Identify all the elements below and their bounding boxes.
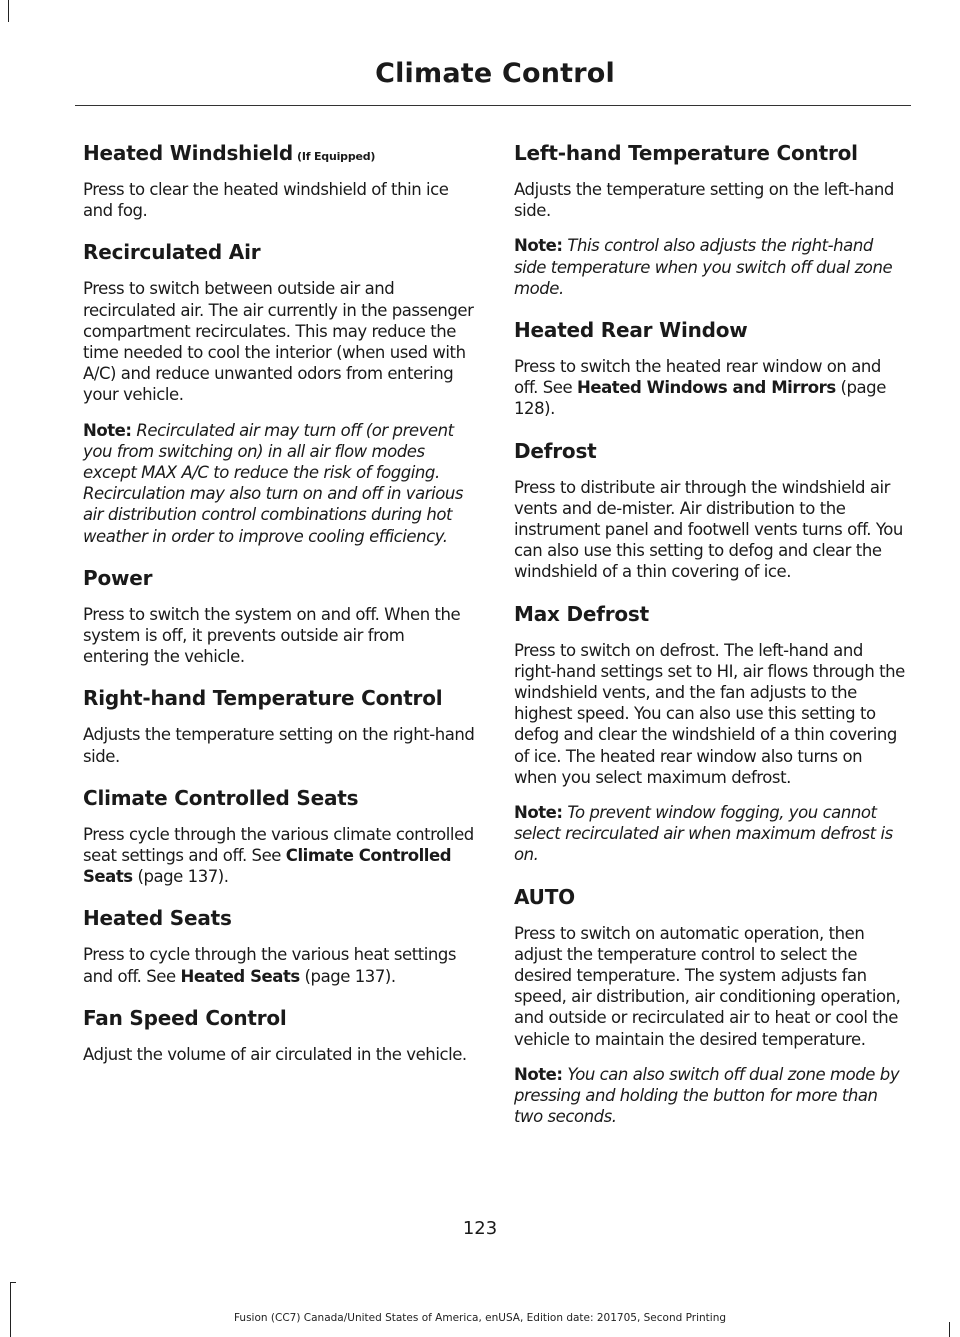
body-heated-rear-window [514, 356, 906, 420]
note-text: You can also switch off dual zone mode by pressing and holding the button for more than two seconds. [514, 1064, 900, 1127]
right-column [514, 140, 906, 1142]
xref-heated-seats[interactable]: Heated Seats [180, 966, 300, 986]
body-recirculated-air: Press to switch between outside air and recirculated air. The air currently in the passenger compartment recirculates. This may reduce the time needed to cool the interior (when used with A/C) and reduce unwanted odors from entering your vehicle. [83, 279, 474, 405]
note-text: Recirculated air may turn off (or prevent you from switching on) in all air flow modes except MAX A/C to reduce the risk of fogging. Recirculation may also turn on and off in various air distribution control combinations during hot weather in order to improve cooling efficiency. [83, 420, 464, 546]
heading-power: Power [83, 565, 153, 590]
section-defrost [514, 438, 906, 583]
body-defrost: Press to distribute air through the windshield air vents and de-mister. Air distribution to the instrument panel and footwell vents turns off. You can also use this setting to defog and clear the windshield of a thin covering of ice. [514, 477, 903, 582]
heading-text: Heated Windshield [83, 141, 294, 165]
section-heated-windshield [83, 140, 475, 221]
heading-defrost: Defrost [514, 438, 597, 463]
crop-mark-bottom-right [949, 1322, 950, 1337]
body-climate-seats [83, 824, 475, 888]
body-auto: Press to switch on automatic operation, then adjust the temperature control to select the desired temperature. The system adjusts fan speed, air distribution, air conditioning operation, and outside or recirculated air to heat or cool the vehicle to maintain the desired temperature. [514, 923, 901, 1049]
heading-heated-seats: Heated Seats [83, 906, 232, 931]
note-label: Note: [514, 236, 563, 256]
heading-climate-seats: Climate Controlled Seats [83, 785, 359, 810]
heading-heated-rear-window: Heated Rear Window [514, 318, 748, 343]
header-rule [75, 105, 911, 106]
section-auto [514, 884, 906, 1128]
xref-heated-windows-mirrors[interactable]: Heated Windows and Mirrors [576, 378, 836, 398]
note-label: Note: [514, 803, 563, 823]
xref-climate-seats[interactable]: Climate Controlled Seats [83, 846, 452, 887]
section-fan-speed [83, 1005, 475, 1065]
page-number: 123 [462, 1218, 498, 1239]
section-heated-seats [83, 905, 475, 986]
section-climate-seats [83, 785, 475, 888]
left-column [83, 140, 475, 1079]
heading-heated-windshield [83, 140, 475, 166]
body-text: Press cycle through the various climate controlled seat settings and off. See [83, 824, 474, 866]
heading-recirculated-air: Recirculated Air [83, 240, 261, 265]
page-header-title: Climate Control [375, 58, 615, 89]
heading-auto: AUTO [514, 884, 575, 909]
section-max-defrost [514, 601, 906, 866]
note-label: Note: [83, 420, 132, 440]
heading-right-temp: Right-hand Temperature Control [83, 686, 443, 711]
heading-left-temp: Left-hand Temperature Control [514, 141, 858, 165]
note-max-defrost [514, 802, 906, 866]
page-ref: (page 128). [514, 378, 886, 419]
heading-max-defrost: Max Defrost [514, 601, 649, 626]
section-recirculated-air [83, 239, 475, 546]
body-text: Press to switch the heated rear window on and off. See [514, 357, 881, 398]
body-text: Press to cycle through the various heat settings and off. See [83, 945, 457, 986]
section-left-temp [514, 140, 906, 299]
body-right-temp: Adjusts the temperature setting on the right-hand side. [83, 725, 475, 766]
body-fan-speed: Adjust the volume of air circulated in the vehicle. [83, 1044, 467, 1064]
note-text: To prevent window fogging, you cannot select recirculated air when maximum defrost is on. [514, 803, 893, 865]
crop-mark-bottom-left [10, 1282, 11, 1337]
section-power [83, 565, 475, 668]
heading-qualifier: (If Equipped) [297, 150, 376, 163]
footer-edition: Fusion (CC7) Canada/United States of America, enUSA, Edition date: 201705, Second Printing [233, 1312, 727, 1324]
note-auto [514, 1064, 906, 1128]
note-text: This control also adjusts the right-hand side temperature when you switch off dual zone mode. [514, 236, 893, 298]
crop-mark-bottom-left-h [10, 1282, 16, 1283]
note-left-temp [514, 235, 906, 299]
body-max-defrost: Press to switch on defrost. The left-hand and right-hand settings set to HI, air flows through the windshield vents, and the fan adjusts to the highest speed. You can also use this setting to defog and clear the windshield of a thin covering of ice. The heated rear window also turns on when you select maximum defrost. [514, 640, 905, 787]
body-left-temp: Adjusts the temperature setting on the left-hand side. [514, 180, 894, 221]
note-label: Note: [514, 1064, 563, 1084]
section-heated-rear-window [514, 317, 906, 420]
body-power: Press to switch the system on and off. When the system is off, it prevents outside air from entering the vehicle. [83, 604, 461, 667]
page-ref: (page 137). [132, 867, 229, 887]
crop-mark-top-left [8, 0, 9, 22]
note-recirculated-air [83, 420, 475, 547]
heading-fan-speed: Fan Speed Control [83, 1005, 287, 1030]
body-heated-windshield: Press to clear the heated windshield of thin ice and fog. [83, 180, 449, 221]
page-ref: (page 137). [299, 966, 396, 986]
section-right-temp [83, 685, 475, 766]
body-heated-seats [83, 944, 475, 986]
